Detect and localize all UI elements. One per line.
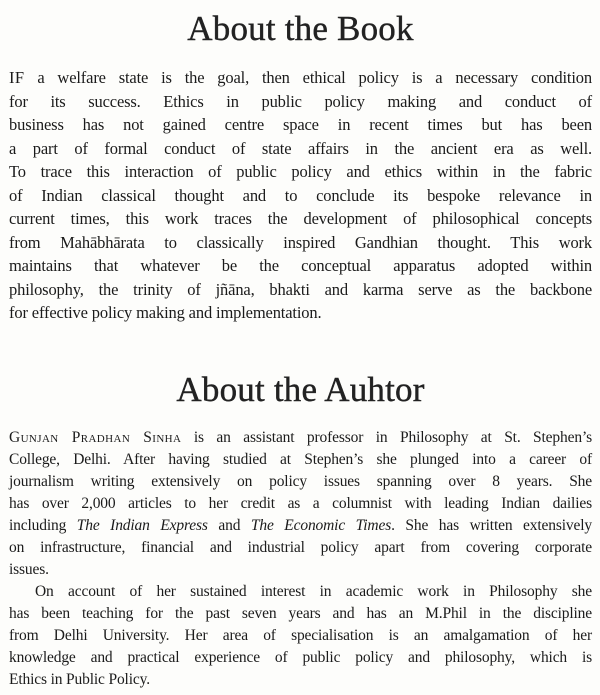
author-section-body bbox=[9, 427, 592, 691]
text-segment: business has not gained centre space in recent times but has been bbox=[9, 115, 592, 134]
text-segment: Ethics in Public Policy. bbox=[9, 670, 150, 688]
text-line bbox=[9, 254, 592, 278]
text-segment: To trace this interaction of public policy and ethics within in the fabric bbox=[9, 162, 592, 181]
text-segment: philosophy, the trinity of jñāna, bhakti and karma serve as the backbone bbox=[9, 279, 592, 299]
text-segment: has been teaching for the past seven years and has an M.Phil in the discipline bbox=[9, 604, 592, 622]
text-segment: is an assistant professor in Philosophy at St. Stephen’s bbox=[181, 428, 592, 446]
text-line bbox=[9, 278, 592, 302]
text-line bbox=[9, 137, 592, 161]
text-line bbox=[9, 184, 592, 208]
text-line bbox=[9, 625, 592, 647]
text-line bbox=[9, 66, 592, 90]
text-line bbox=[9, 301, 592, 325]
text-segment: including bbox=[9, 516, 77, 534]
text-segment: issues. bbox=[9, 560, 49, 578]
text-segment: for its success. Ethics in public policy making and conduct of bbox=[9, 91, 592, 111]
publication-title: The Indian Express bbox=[76, 516, 208, 534]
text-line bbox=[9, 427, 592, 449]
author-section-title: About the Auhtor bbox=[176, 369, 425, 409]
text-line bbox=[9, 90, 592, 114]
book-section-title: About the Book bbox=[187, 9, 414, 48]
text-segment: of Indian classical thought and to conclude its bespoke relevance in bbox=[9, 185, 592, 205]
text-segment: maintains that whatever be the conceptual apparatus adopted within bbox=[9, 256, 592, 275]
book-section-body bbox=[9, 66, 592, 325]
text-segment: a part of formal conduct of state affairs in the ancient era as well. bbox=[9, 138, 592, 158]
text-segment: from Delhi University. Her area of specialisation is an amalgamation of her bbox=[9, 626, 592, 644]
text-line bbox=[9, 231, 592, 255]
text-line bbox=[9, 669, 592, 691]
text-line bbox=[9, 207, 592, 231]
text-line bbox=[9, 647, 592, 669]
text-segment: knowledge and practical experience of public policy and philosophy, which is bbox=[9, 648, 592, 666]
text-segment: current times, this work traces the development of philosophical concepts bbox=[9, 209, 592, 228]
text-line bbox=[9, 471, 592, 493]
publication-title: The Economic Times bbox=[250, 516, 392, 534]
text-line bbox=[9, 537, 592, 559]
text-line bbox=[9, 160, 592, 184]
text-line bbox=[9, 449, 592, 471]
text-line bbox=[9, 113, 592, 137]
text-line bbox=[9, 493, 592, 515]
lead-in-caps: IF bbox=[9, 68, 25, 87]
text-segment: a welfare state is the goal, then ethical policy is a necessary condition bbox=[24, 68, 592, 87]
text-line bbox=[9, 515, 592, 537]
text-segment: . She has written extensively bbox=[391, 516, 592, 534]
text-segment: and bbox=[207, 516, 251, 534]
text-segment: from Mahābhārata to classically inspired Gandhian thought. This work bbox=[9, 232, 592, 252]
text-segment: College, Delhi. After having studied at Stephen’s she plunged into a career of bbox=[9, 450, 592, 468]
text-segment: has over 2,000 articles to her credit as a columnist with leading Indian dailies bbox=[9, 494, 592, 512]
text-segment: On account of her sustained interest in academic work in Philosophy she bbox=[35, 582, 592, 600]
text-segment: on infrastructure, financial and industrial policy apart from covering corporate bbox=[9, 538, 592, 556]
text-line bbox=[9, 559, 592, 581]
text-segment: for effective policy making and implementation. bbox=[9, 303, 322, 322]
author-name: Gunjan Pradhan Sinha bbox=[9, 428, 182, 446]
text-line bbox=[9, 581, 592, 603]
text-line bbox=[9, 603, 592, 625]
text-segment: journalism writing extensively on policy issues spanning over 8 years. She bbox=[9, 472, 592, 490]
